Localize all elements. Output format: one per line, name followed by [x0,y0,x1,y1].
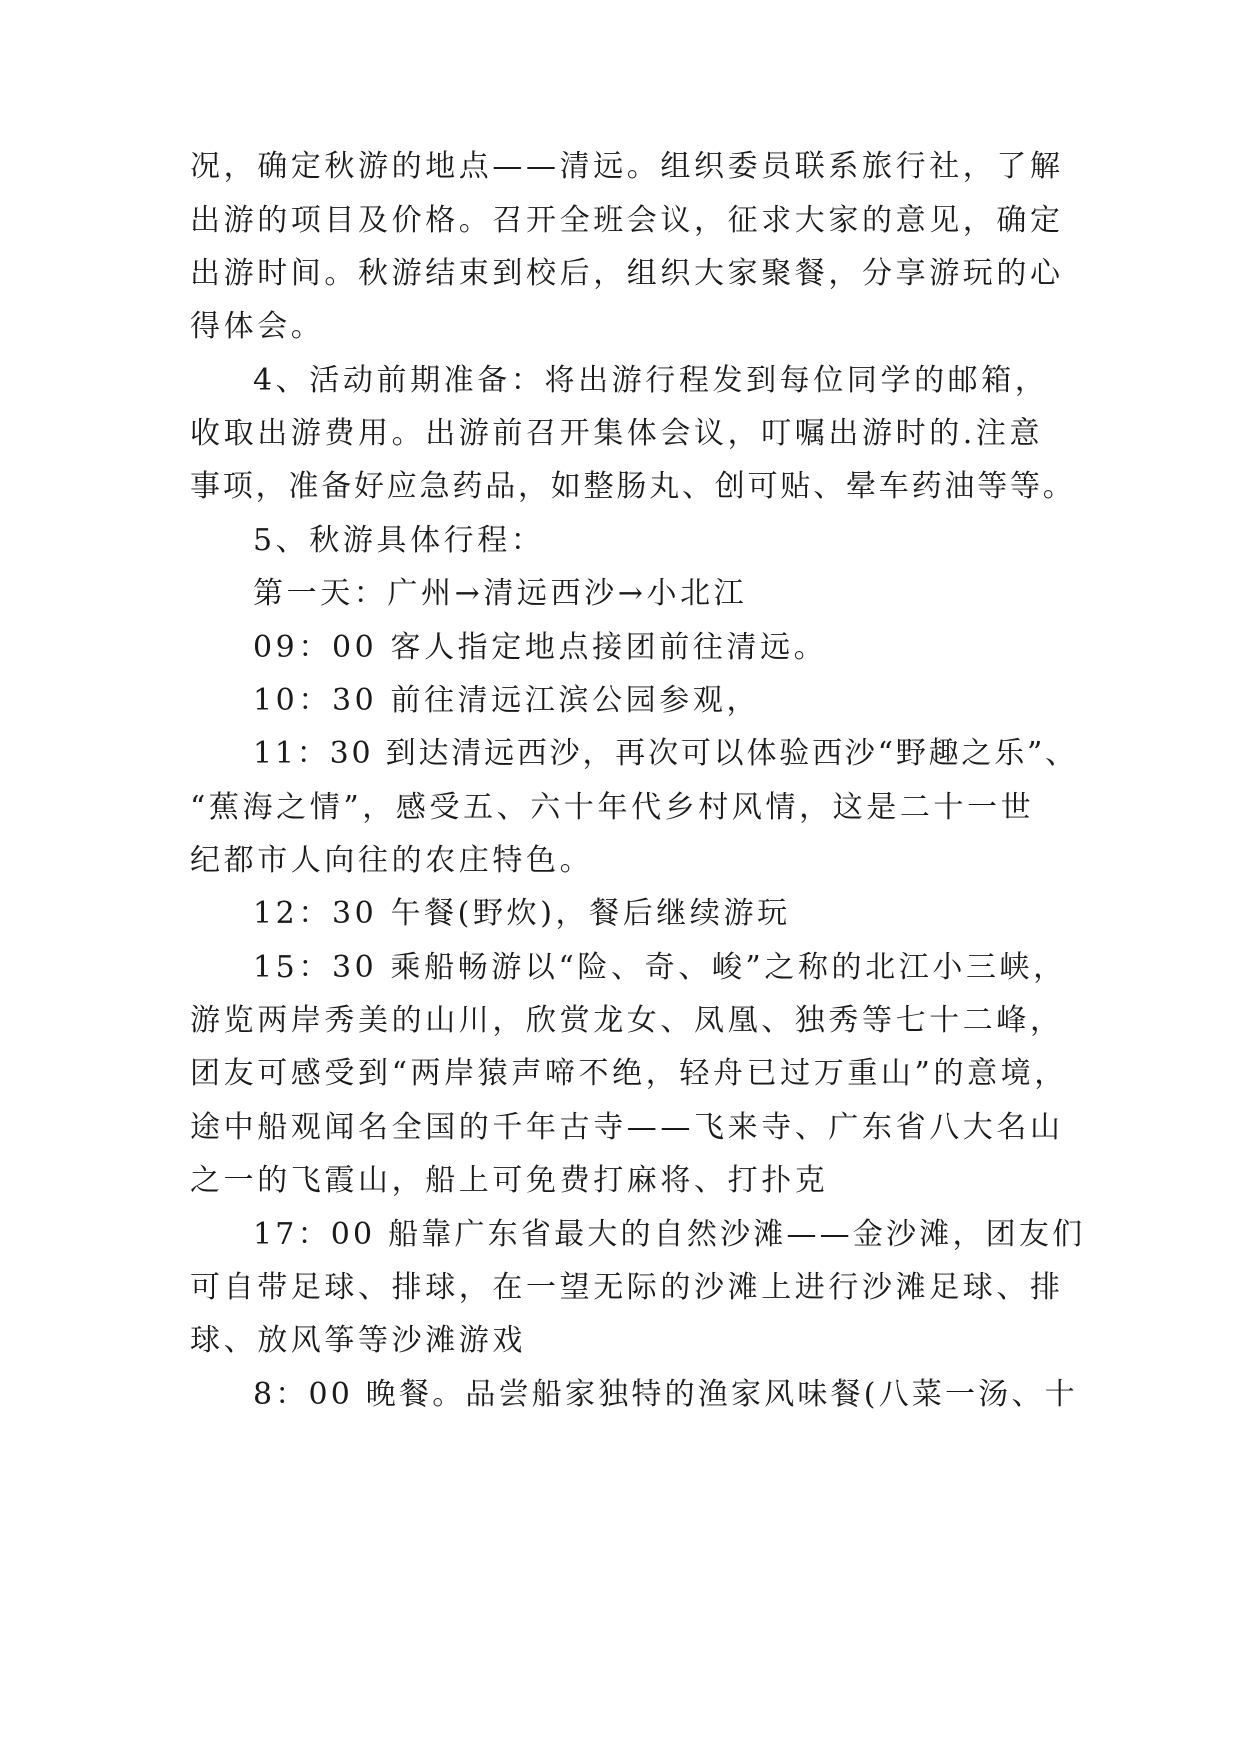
itinerary-item: 11：30 到达清远西沙，再次可以体验西沙“野趣之乐”、 [253,736,1078,771]
paragraph-line: 团友可感受到“两岸猿声啼不绝，轻舟已过万重山”的意境， [190,1056,1068,1091]
paragraph-line: 事项，准备好应急药品，如整肠丸、创可贴、晕车药油等等。 [190,469,1076,504]
section-heading: 5、秋游具体行程： [253,523,545,558]
paragraph-line: 之一的飞霞山，船上可免费打麻将、打扑克 [190,1163,829,1198]
paragraph-line: 纪都市人向往的农庄特色。 [190,843,594,878]
itinerary-item: 12：30 午餐(野炊)，餐后继续游玩 [253,896,791,931]
paragraph-line: 出游的项目及价格。召开全班会议，征求大家的意见，确定 [190,203,1064,238]
itinerary-item: 10：30 前往清远江滨公园参观， [253,683,761,718]
paragraph-line: 收取出游费用。出游前召开集体会议，叮嘱出游时的.注意 [190,416,1044,451]
paragraph-line: 游览两岸秀美的山川，欣赏龙女、凤凰、独秀等七十二峰， [190,1003,1064,1038]
paragraph-line: 途中船观闻名全国的千年古寺——飞来寺、广东省八大名山 [190,1110,1064,1145]
itinerary-item: 17：00 船靠广东省最大的自然沙滩——金沙滩，团友们 [253,1217,1086,1252]
paragraph-line: “蕉海之情”，感受五、六十年代乡村风情，这是二十一世 [190,790,1035,825]
itinerary-item: 09：00 客人指定地点接团前往清远。 [253,630,828,665]
itinerary-item: 8：00 晚餐。品尝船家独特的渔家风味餐(八菜一汤、十 [253,1377,1078,1412]
itinerary-item: 15：30 乘船畅游以“险、奇、峻”之称的北江小三峡， [253,950,1067,985]
paragraph-line: 可自带足球、排球，在一望无际的沙滩上进行沙滩足球、排 [190,1270,1064,1305]
paragraph-line: 得体会。 [190,309,325,344]
paragraph-line: 球、放风筝等沙滩游戏 [190,1323,526,1358]
paragraph-line: 4、活动前期准备：将出游行程发到每位同学的邮箱， [253,363,1049,398]
paragraph-line: 况，确定秋游的地点——清远。组织委员联系旅行社，了解 [190,149,1064,184]
paragraph-line: 出游时间。秋游结束到校后，组织大家聚餐，分享游玩的心 [190,256,1064,291]
day-heading: 第一天：广州→清远西沙→小北江 [253,576,748,611]
